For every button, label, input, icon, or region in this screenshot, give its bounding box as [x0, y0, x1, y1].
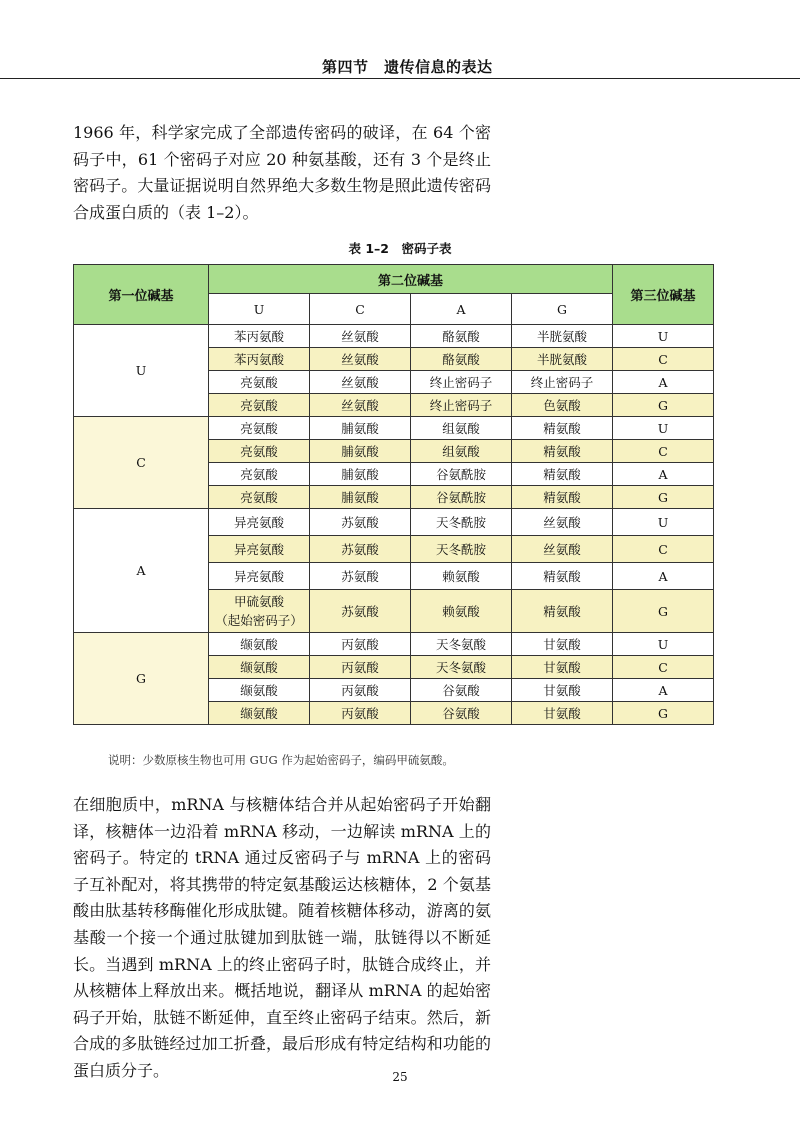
third-base-cell: A: [613, 463, 714, 486]
amino-acid-cell: 精氨酸: [512, 563, 613, 590]
paragraph-1: 1966 年，科学家完成了全部遗传密码的破译，在 64 个密码子中，61 个密码子对应 20 种氨基酸，还有 3 个是终止密码子。大量证据说明自然界绝大多数生物是照此遗传密码合成蛋白质的（表 1–2）。: [73, 123, 491, 222]
amino-acid-cell: 组氨酸: [411, 440, 512, 463]
amino-acid-cell: 亮氨酸: [209, 417, 310, 440]
running-head: [0, 56, 800, 79]
amino-acid-cell: 天冬酰胺: [411, 509, 512, 536]
table-note: 说明：少数原核生物也可用 GUG 作为起始密码子，编码甲硫氨酸。: [108, 753, 454, 767]
amino-acid-cell: 丝氨酸: [310, 394, 411, 417]
second-base-u: U: [209, 294, 310, 325]
amino-acid-cell-start-codon: 甲硫氨酸 （起始密码子）: [209, 590, 310, 633]
amino-acid-cell: 缬氨酸: [209, 656, 310, 679]
first-base-a: A: [74, 509, 209, 633]
header-second-base: 第二位碱基: [209, 265, 613, 294]
amino-acid-cell: 亮氨酸: [209, 440, 310, 463]
amino-acid-cell: 甘氨酸: [512, 633, 613, 656]
second-base-c: C: [310, 294, 411, 325]
amino-acid-cell: 丙氨酸: [310, 702, 411, 725]
amino-acid-cell: 精氨酸: [512, 486, 613, 509]
amino-acid-cell: 丝氨酸: [512, 536, 613, 563]
header-third-base: 第三位碱基: [613, 265, 714, 325]
amino-acid-cell: 脯氨酸: [310, 417, 411, 440]
amino-acid-cell: 终止密码子: [512, 371, 613, 394]
third-base-cell: G: [613, 486, 714, 509]
amino-acid-cell: 甘氨酸: [512, 679, 613, 702]
third-base-cell: C: [613, 656, 714, 679]
third-base-cell: G: [613, 702, 714, 725]
amino-acid-cell: 精氨酸: [512, 590, 613, 633]
amino-acid-cell: 丝氨酸: [310, 371, 411, 394]
table-caption: 表 1–2 密码子表: [348, 241, 452, 256]
amino-acid-cell: 半胱氨酸: [512, 325, 613, 348]
first-base-c: C: [74, 417, 209, 509]
amino-acid-cell: 脯氨酸: [310, 486, 411, 509]
amino-acid-cell: 甘氨酸: [512, 656, 613, 679]
amino-acid-cell: 缬氨酸: [209, 633, 310, 656]
amino-acid-cell: 丙氨酸: [310, 679, 411, 702]
amino-acid-cell: 精氨酸: [512, 417, 613, 440]
codon-table: [73, 264, 714, 725]
table-row: [74, 325, 714, 348]
amino-acid-cell: 终止密码子: [411, 371, 512, 394]
amino-acid-cell: 色氨酸: [512, 394, 613, 417]
amino-acid-cell: 酪氨酸: [411, 348, 512, 371]
second-base-g: G: [512, 294, 613, 325]
amino-acid-cell: 赖氨酸: [411, 563, 512, 590]
amino-acid-cell: 苯丙氨酸: [209, 348, 310, 371]
third-base-cell: U: [613, 417, 714, 440]
third-base-cell: U: [613, 509, 714, 536]
amino-acid-cell: 亮氨酸: [209, 486, 310, 509]
amino-acid-cell: 谷氨酸: [411, 679, 512, 702]
amino-acid-cell: 脯氨酸: [310, 440, 411, 463]
second-base-a: A: [411, 294, 512, 325]
header-first-base: 第一位碱基: [74, 265, 209, 325]
amino-acid-cell: 脯氨酸: [310, 463, 411, 486]
amino-acid-cell: 天冬氨酸: [411, 656, 512, 679]
amino-acid-cell: 丙氨酸: [310, 656, 411, 679]
amino-acid-cell: 丝氨酸: [310, 348, 411, 371]
amino-acid-cell: 谷氨酰胺: [411, 463, 512, 486]
amino-acid-cell: 亮氨酸: [209, 394, 310, 417]
table-row: [74, 633, 714, 656]
amino-acid-cell: 天冬氨酸: [411, 633, 512, 656]
amino-acid-cell: 异亮氨酸: [209, 536, 310, 563]
amino-acid-cell: 苏氨酸: [310, 563, 411, 590]
amino-acid-cell: 苏氨酸: [310, 509, 411, 536]
amino-acid-cell: 谷氨酰胺: [411, 486, 512, 509]
amino-acid-cell: 异亮氨酸: [209, 563, 310, 590]
amino-acid-cell: 丙氨酸: [310, 633, 411, 656]
third-base-cell: A: [613, 371, 714, 394]
amino-acid-cell: 苯丙氨酸: [209, 325, 310, 348]
running-head-title: 第四节 遗传信息的表达: [322, 58, 493, 76]
first-base-u: U: [74, 325, 209, 417]
third-base-cell: A: [613, 679, 714, 702]
page-number: 25: [392, 1070, 408, 1084]
amino-acid-cell: 天冬酰胺: [411, 536, 512, 563]
first-base-g: G: [74, 633, 209, 725]
third-base-cell: U: [613, 325, 714, 348]
amino-acid-cell: 亮氨酸: [209, 463, 310, 486]
third-base-cell: G: [613, 590, 714, 633]
third-base-cell: A: [613, 563, 714, 590]
third-base-cell: G: [613, 394, 714, 417]
amino-acid-cell: 丝氨酸: [512, 509, 613, 536]
amino-acid-cell: 亮氨酸: [209, 371, 310, 394]
paragraph-2: 在细胞质中，mRNA 与核糖体结合并从起始密码子开始翻译，核糖体一边沿着 mRNA 移动，一边解读 mRNA 上的密码子。特定的 tRNA 通过反密码子与 mRNA 上的密码子互补配对，将其携带的特定氨基酸运达核糖体，2 个氨基酸由肽基转移酶催化形成肽键。随着核糖体移动，游离的氨基酸一个接一个通过肽键加到肽链一端，肽链得以不断延长。当遇到 mRNA 上的终止密码子时，肽链合成终止，并从核糖体上释放出来。概括地说，翻译从 mRNA 的起始密码子开始，肽链不断延伸，直至终止密码子结束。然后，新合成的多肽链经过加工折叠，最后形成有特定结构和功能的蛋白质分子。: [73, 795, 491, 1080]
amino-acid-cell: 赖氨酸: [411, 590, 512, 633]
amino-acid-cell: 缬氨酸: [209, 702, 310, 725]
third-base-cell: C: [613, 536, 714, 563]
amino-acid-cell: 苏氨酸: [310, 590, 411, 633]
third-base-cell: C: [613, 348, 714, 371]
amino-acid-cell: 异亮氨酸: [209, 509, 310, 536]
third-base-cell: U: [613, 633, 714, 656]
amino-acid-cell: 谷氨酸: [411, 702, 512, 725]
table-row: [74, 509, 714, 536]
amino-acid-cell: 丝氨酸: [310, 325, 411, 348]
amino-acid-cell: 终止密码子: [411, 394, 512, 417]
amino-acid-cell: 酪氨酸: [411, 325, 512, 348]
third-base-cell: C: [613, 440, 714, 463]
amino-acid-cell: 缬氨酸: [209, 679, 310, 702]
amino-acid-cell: 甘氨酸: [512, 702, 613, 725]
amino-acid-cell: 组氨酸: [411, 417, 512, 440]
amino-acid-cell: 精氨酸: [512, 463, 613, 486]
amino-acid-cell: 半胱氨酸: [512, 348, 613, 371]
amino-acid-cell: 精氨酸: [512, 440, 613, 463]
table-row: [74, 417, 714, 440]
amino-acid-cell: 苏氨酸: [310, 536, 411, 563]
